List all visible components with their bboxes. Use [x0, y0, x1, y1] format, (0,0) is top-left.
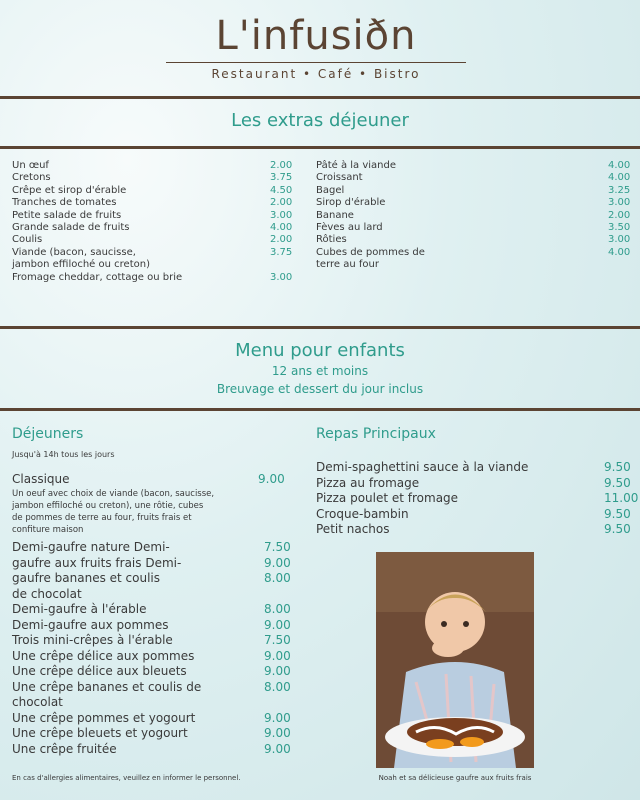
- item-name: Grande salade de fruits: [12, 222, 130, 233]
- item-price: 8.00: [264, 602, 291, 616]
- item-name: Fromage cheddar, cottage ou brie: [12, 271, 183, 283]
- child-photo: [376, 552, 534, 768]
- item-price: 4.00: [608, 172, 631, 184]
- child-photo-image: [376, 552, 534, 768]
- item-price: 9.50: [604, 460, 631, 474]
- item-name: Fèves au lard: [316, 222, 383, 233]
- description-line: confiture maison: [12, 525, 84, 535]
- item-name: Cubes de pommes de: [316, 246, 425, 258]
- item-price: 3.75: [270, 246, 293, 258]
- item-name: de chocolat: [12, 586, 82, 601]
- divider: [0, 146, 640, 149]
- description-line: de pommes de terre au four, fruits frais et: [12, 513, 192, 523]
- item-name: Classique: [12, 472, 70, 486]
- item-price: 9.00: [264, 555, 291, 570]
- item-name: Une crêpe bleuets et yogourt: [12, 726, 188, 740]
- item-name: terre au four: [316, 259, 379, 271]
- item-price: 2.00: [270, 234, 293, 246]
- item-price: 3.50: [608, 222, 631, 233]
- item-name: Pâté à la viande: [316, 160, 397, 171]
- item-name: Pizza poulet et fromage: [316, 491, 459, 506]
- item-price: 9.00: [264, 726, 291, 740]
- item-name: gaufre bananes et coulis: [12, 571, 161, 585]
- item-name: Cretons: [12, 172, 51, 184]
- item-name: gaufre aux fruits frais Demi-: [12, 555, 182, 570]
- item-price: 3.75: [270, 172, 293, 184]
- item-name: Crêpe et sirop d'érable: [12, 184, 127, 196]
- item-price: 7.50: [264, 540, 291, 554]
- logo-text: L'infusiðn: [215, 13, 417, 59]
- item-name: Une crêpe délice aux bleuets: [12, 664, 187, 678]
- item-name: Petite salade de fruits: [12, 209, 122, 221]
- item-name: Banane: [316, 209, 354, 221]
- item-name: Tranches de tomates: [12, 197, 117, 209]
- item-name: Petit nachos: [316, 522, 390, 537]
- item-price: 9.00: [264, 664, 291, 678]
- item-price: 8.00: [264, 571, 291, 585]
- item-name: Demi-gaufre nature Demi-: [12, 540, 170, 554]
- item-name: Pizza au fromage: [316, 475, 420, 490]
- item-price: 4.50: [270, 184, 293, 196]
- divider: [0, 96, 640, 99]
- item-price: 4.00: [608, 246, 631, 258]
- item-price: 2.00: [270, 160, 293, 171]
- item-price: 3.00: [608, 197, 631, 209]
- item-name: Une crêpe pommes et yogourt: [12, 710, 196, 725]
- item-price: 9.00: [264, 648, 291, 663]
- logo-tagline: Restaurant • Café • Bistro: [211, 67, 421, 81]
- divider: [0, 326, 640, 329]
- item-name: Rôties: [316, 234, 347, 246]
- logo: [166, 14, 466, 81]
- item-name: chocolat: [12, 695, 63, 709]
- photo-caption: Noah et sa délicieuse gaufre aux fruits frais: [378, 774, 532, 782]
- item-name: Bagel: [316, 184, 345, 196]
- item-name: Un œuf: [12, 160, 49, 171]
- item-price: 11.00: [604, 491, 639, 506]
- item-name: Une crêpe bananes et coulis de: [12, 679, 202, 694]
- menu-item: [12, 472, 290, 488]
- item-price: 9.00: [258, 472, 285, 486]
- item-name: Demi-gaufre aux pommes: [12, 617, 169, 632]
- item-price: 9.50: [604, 475, 631, 490]
- dejeuners-hours: Jusqu'à 14h tous les jours: [12, 450, 115, 459]
- item-price: 4.00: [608, 160, 631, 171]
- item-price: 3.00: [270, 271, 293, 283]
- item-name: Demi-gaufre à l'érable: [12, 602, 147, 616]
- item-price: 8.00: [264, 679, 291, 694]
- item-name: Croque-bambin: [316, 506, 409, 521]
- divider: [0, 408, 640, 411]
- allergy-note: En cas d'allergies alimentaires, veuillez en informer le personnel.: [12, 774, 241, 782]
- principaux-title: Repas Principaux: [316, 426, 436, 442]
- extras-title: Les extras déjeuner: [231, 110, 409, 131]
- item-price: 3.00: [608, 234, 631, 246]
- item-name: Sirop d'érable: [316, 197, 386, 209]
- dejeuners-title: Déjeuners: [12, 426, 84, 442]
- item-price: 3.00: [270, 209, 293, 221]
- item-price: 3.25: [608, 184, 631, 196]
- kids-title: Menu pour enfants: [235, 340, 405, 361]
- item-name: Demi-spaghettini sauce à la viande: [316, 460, 529, 474]
- item-name: Une crêpe délice aux pommes: [12, 648, 195, 663]
- item-name: jambon effiloché ou creton): [12, 259, 150, 271]
- description-line: Un oeuf avec choix de viande (bacon, saucisse,: [12, 489, 215, 499]
- kids-age: 12 ans et moins: [271, 364, 369, 378]
- item-price: 2.00: [608, 209, 631, 221]
- item-name: Croissant: [316, 172, 363, 184]
- item-name: Une crêpe fruitée: [12, 741, 117, 756]
- item-price: 9.00: [264, 741, 291, 756]
- item-price: 4.00: [270, 222, 293, 233]
- logo-underline: [166, 62, 466, 63]
- item-price: 9.00: [264, 617, 291, 632]
- item-name: Coulis: [12, 234, 43, 246]
- item-price: 9.50: [604, 522, 631, 537]
- item-price: 7.50: [264, 633, 291, 647]
- item-price: 2.00: [270, 197, 293, 209]
- item-name: Viande (bacon, saucisse,: [12, 246, 136, 258]
- kids-note: Breuvage et dessert du jour inclus: [216, 382, 424, 396]
- item-name: Trois mini-crêpes à l'érable: [12, 633, 173, 647]
- item-price: 9.00: [264, 710, 291, 725]
- description-line: jambon effiloché ou creton), une rôtie, cubes: [12, 501, 204, 511]
- item-price: 9.50: [604, 506, 631, 521]
